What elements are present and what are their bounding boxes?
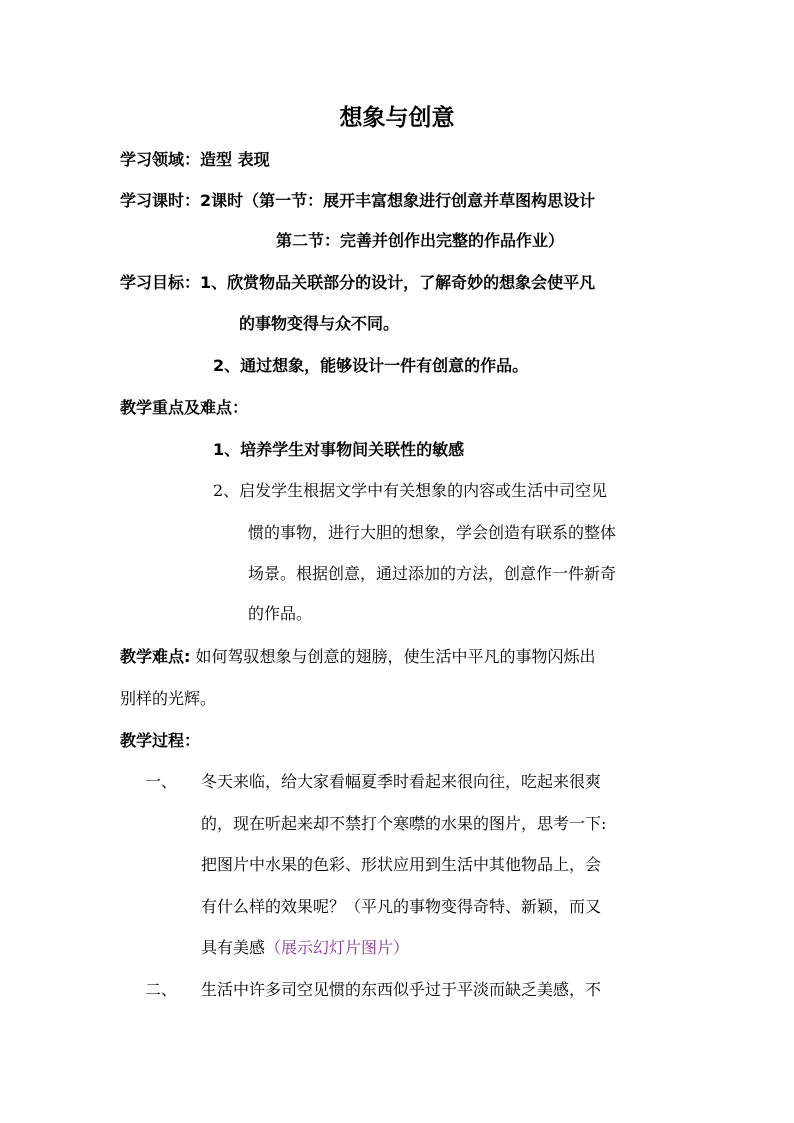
- goals-item1-line1: 1、欣赏物品关联部分的设计，了解奇妙的想象会使平凡: [200, 273, 596, 292]
- document-title: 想象与创意: [339, 105, 455, 131]
- key-points-label: 教学重点及难点：: [120, 398, 249, 417]
- key-points-item2-line1: 2、启发学生根据文学中有关想象的内容或生活中司空见: [213, 481, 608, 500]
- key-points-item2-line2: 惯的事物，进行大胆的想象，学会创造有联系的整体: [248, 523, 617, 542]
- process-step2-marker: 二、: [145, 980, 178, 999]
- process-step1-line2: 的，现在听起来却不禁打个寒噤的水果的图片，思考一下:: [201, 814, 607, 833]
- difficulty-line1: 如何驾驭想象与创意的翅膀，使生活中平凡的事物闪烁出: [190, 647, 596, 666]
- difficulty-row: [120, 647, 596, 667]
- difficulty-line2: 别样的光辉。: [120, 689, 217, 708]
- process-step1-line4: 有什么样的效果呢？（平凡的事物变得奇特、新颖，而又: [201, 897, 602, 916]
- key-points-item2-line3: 场景。根据创意，通过添加的方法，创意作一件新奇: [248, 564, 617, 583]
- field-row: [120, 150, 270, 170]
- process-step1-marker: 一、: [145, 772, 178, 791]
- goals-item2: 2、通过想象，能够设计一件有创意的作品。: [213, 356, 529, 375]
- process-step1-line1: 冬天来临，给大家看幅夏季时看起来很向往，吃起来很爽: [201, 772, 602, 791]
- goals-item1-line2: 的事物变得与众不同。: [239, 314, 400, 333]
- key-points-item1: 1、培养学生对事物间关联性的敏感: [213, 440, 465, 459]
- hours-value-line2: 第二节：完善并创作出完整的作品作业）: [276, 231, 565, 250]
- process-step1-line5: [201, 938, 409, 958]
- difficulty-label: 教学难点:: [120, 647, 191, 666]
- hours-label: 学习课时：: [120, 191, 201, 210]
- hours-value-line1: 2课时（第一节：展开丰富想象进行创意并草图构思设计: [200, 191, 596, 210]
- process-step1-line3: 把图片中水果的色彩、形状应用到生活中其他物品上，会: [201, 855, 602, 874]
- slideshow-note: （展示幻灯片图片）: [265, 938, 410, 957]
- process-label: 教学过程：: [120, 731, 201, 750]
- field-value: 造型 表现: [200, 150, 270, 169]
- process-step2-line1: 生活中许多司空见惯的东西似乎过于平淡而缺乏美感，不: [201, 980, 602, 999]
- process-step1-line5-plain: 具有美感: [201, 938, 266, 957]
- goals-row: [120, 273, 595, 293]
- hours-row: [120, 191, 595, 211]
- field-label: 学习领域：: [120, 150, 201, 169]
- goals-label: 学习目标：: [120, 273, 201, 292]
- key-points-item2-line4: 的作品。: [248, 604, 313, 623]
